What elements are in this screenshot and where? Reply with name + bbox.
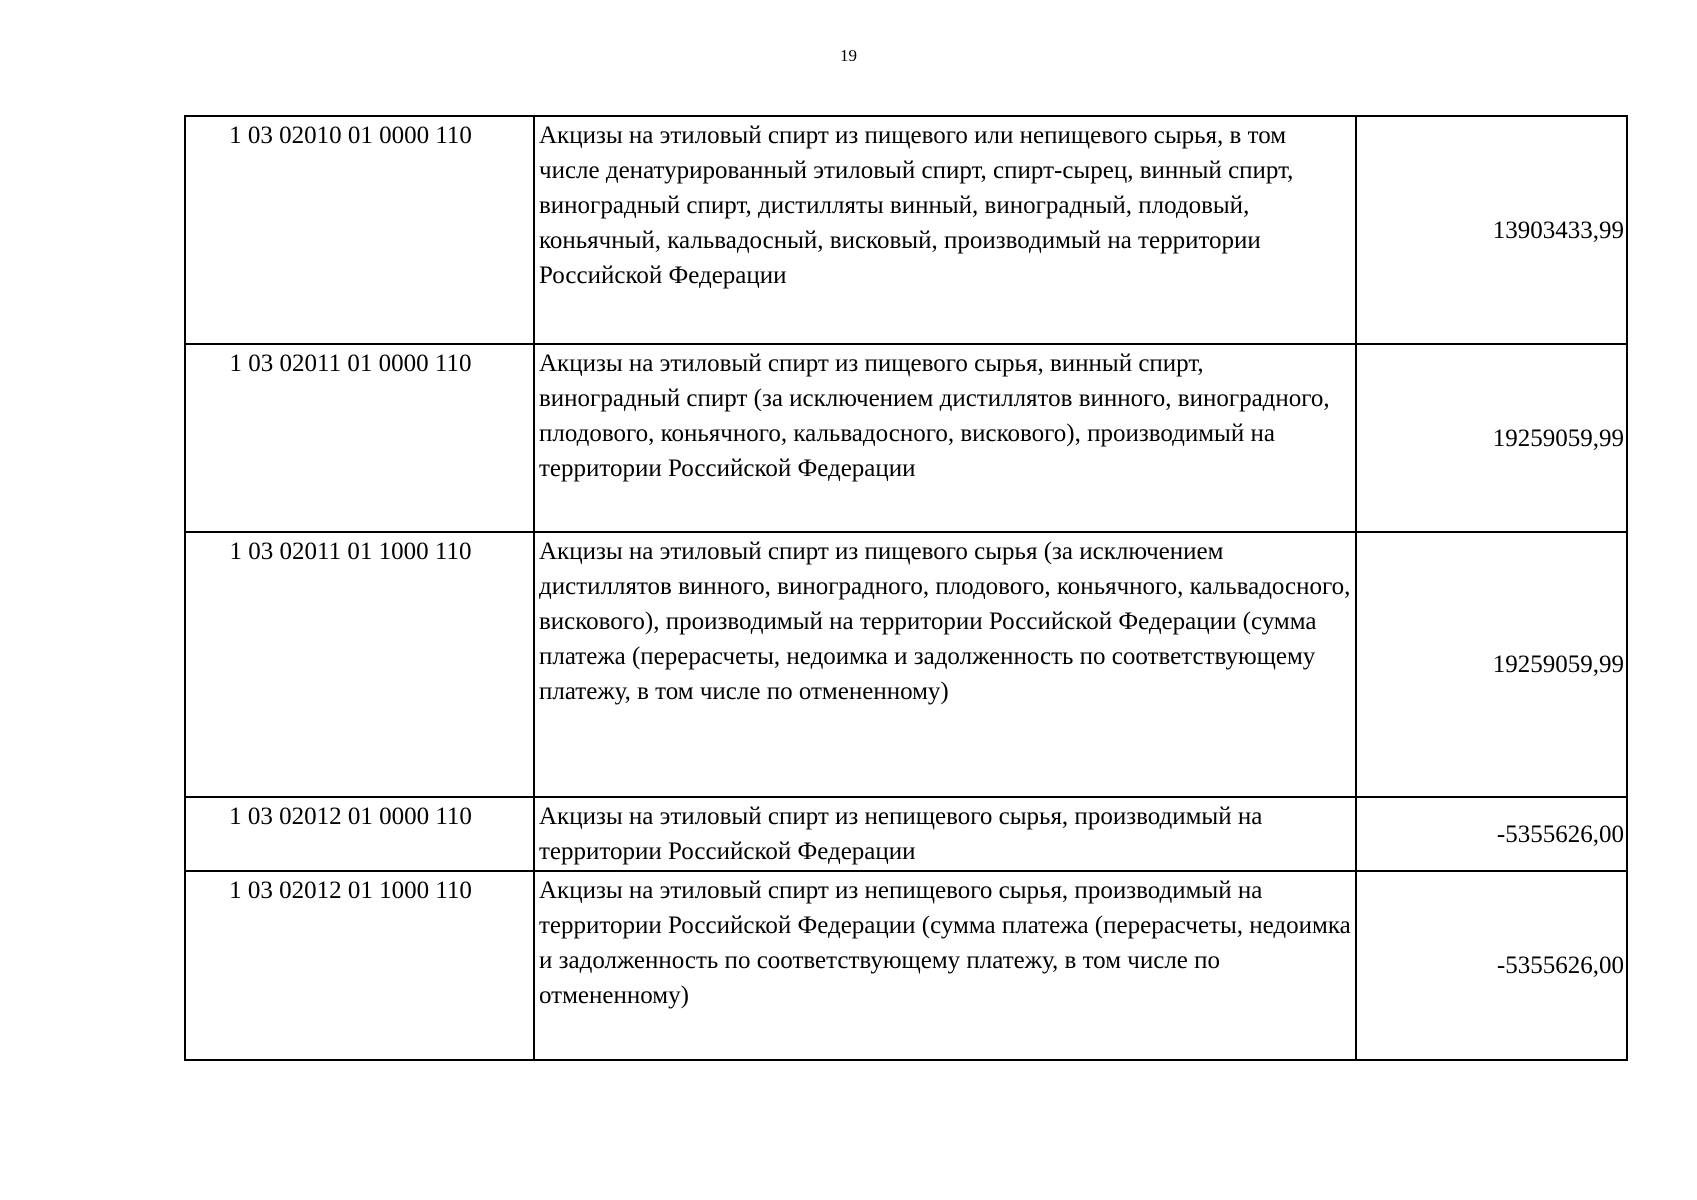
- amount-cell: -5355626,00: [1356, 797, 1627, 871]
- page-number: 19: [840, 46, 857, 65]
- table-row: [185, 116, 1627, 344]
- budget-code-cell: [185, 532, 534, 797]
- description-cell: Акцизы на этиловый спирт из непищевого сырья, производимый на территории Российской Федерации: [534, 797, 1356, 871]
- description-cell: Акцизы на этиловый спирт из непищевого сырья, производимый на территории Российской Федерации (сумма платежа (перерасчеты, недоимка и задолженность по соответствующему платежу, в том числе по отмененному): [534, 871, 1356, 1060]
- table-row: [185, 797, 1627, 871]
- budget-code: 1 03 02011 01 0000 110: [229, 350, 472, 377]
- table-row: [185, 344, 1627, 532]
- budget-code: 1 03 02010 01 0000 110: [229, 122, 472, 149]
- budget-code: 1 03 02012 01 0000 110: [229, 803, 472, 830]
- description-cell: Акцизы на этиловый спирт из пищевого сырья (за исключением дистиллятов винного, виноградного, плодового, коньячного, кальвадосного, вискового), производимый на территории Российской Федерации (сумма платежа (перерасчеты, недоимка и задолженность по соответствующему платежу, в том числе по отмененному): [534, 532, 1356, 797]
- budget-code: 1 03 02011 01 1000 110: [229, 538, 472, 565]
- budget-code-cell: [185, 344, 534, 532]
- budget-code-cell: [185, 871, 534, 1060]
- budget-code-cell: [185, 797, 534, 871]
- table-row: [185, 871, 1627, 1060]
- description-cell: Акцизы на этиловый спирт из пищевого или непищевого сырья, в том числе денатурированный этиловый спирт, спирт-сырец, винный спирт, виноградный спирт, дистилляты винный, виноградный, плодовый, коньячный, кальвадосный, висковый, производимый на территории Российской Федерации: [534, 116, 1356, 344]
- amount-cell: 19259059,99: [1356, 532, 1627, 797]
- amount-cell: 19259059,99: [1356, 344, 1627, 532]
- budget-table: [184, 115, 1628, 1061]
- budget-code-cell: [185, 116, 534, 344]
- description-cell: Акцизы на этиловый спирт из пищевого сырья, винный спирт, виноградный спирт (за исключением дистиллятов винного, виноградного, плодового, коньячного, кальвадосного, вискового), производимый на территории Российской Федерации: [534, 344, 1356, 532]
- budget-code: 1 03 02012 01 1000 110: [229, 877, 472, 904]
- amount-cell: 13903433,99: [1356, 116, 1627, 344]
- table-row: [185, 532, 1627, 797]
- amount-cell: -5355626,00: [1356, 871, 1627, 1060]
